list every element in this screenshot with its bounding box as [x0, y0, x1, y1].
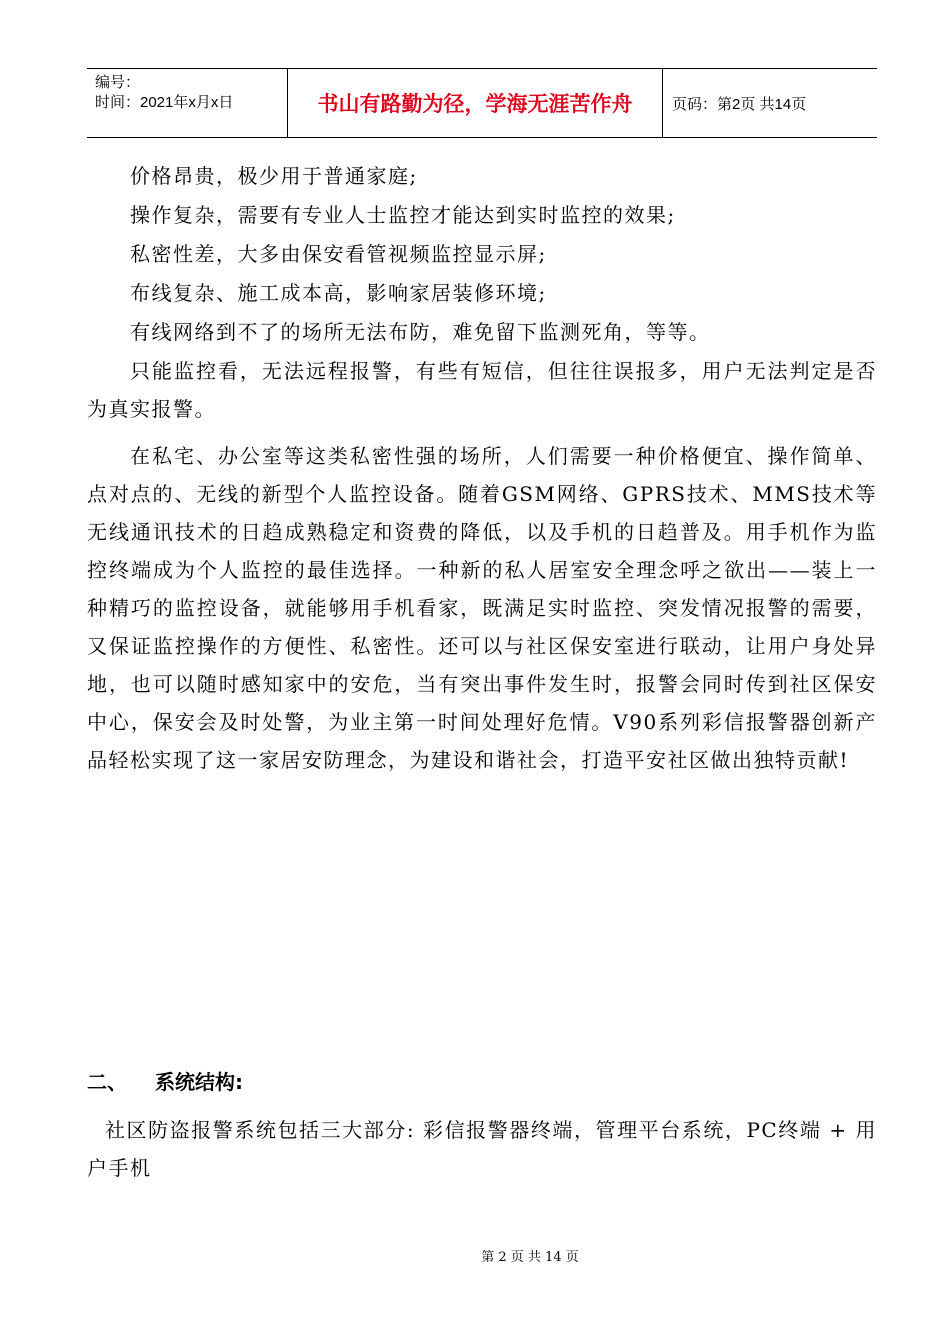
section-number: 二、: [87, 1070, 127, 1094]
list-item: 布线复杂、施工成本高，影响家居装修环境;: [130, 281, 547, 305]
header-page-number: 页码：第2页 共14页: [672, 95, 807, 113]
list-item: 价格昂贵，极少用于普通家庭;: [130, 164, 418, 188]
list-item: 操作复杂，需要有专业人士监控才能达到实时监控的效果;: [130, 203, 676, 227]
section-title: 系统结构:: [155, 1070, 243, 1094]
serial-label: 编号：: [95, 74, 141, 91]
section-heading: [87, 1066, 243, 1095]
header-info: [87, 69, 287, 137]
section-body: [87, 1111, 877, 1187]
page-footer: 第 2 页 共 14 页: [481, 1250, 579, 1265]
paragraph-limitations: 只能监控看，无法远程报警，有些有短信，但往往误报多，用户无法判定是否为真实报警。: [87, 359, 877, 421]
page-header: [87, 68, 877, 138]
header-motto: 书山有路勤为径，学海无涯苦作舟: [287, 69, 663, 137]
paragraph-solution: 在私宅、办公室等这类私密性强的场所，人们需要一种价格便宜、操作简单、点对点的、无线的新型个人监控设备。随着GSM网络、GPRS技术、MMS技术等无线通讯技术的日趋成熟稳定和资费的降低，以及手机的日趋普及。用手机作为监控终端成为个人监控的最佳选择。一种新的私人居室安全理念呼之欲出——装上一种精巧的监控设备，就能够用手机看家，既满足实时监控、突发情况报警的需要，又保证监控操作的方便性、私密性。还可以与社区保安室进行联动，让用户身处异地，也可以随时感知家中的安危，当有突出事件发生时，报警会同时传到社区保安中心，保安会及时处警，为业主第一时间处理好危情。V90系列彩信报警器创新产品轻松实现了这一家居安防理念，为建设和谐社会，打造平安社区做出独特贡献!: [87, 444, 877, 772]
time-label: 时间：2021年x月x日: [95, 94, 234, 111]
main-content: [87, 157, 877, 779]
list-item: 有线网络到不了的场所无法布防，难免留下监测死角，等等。: [130, 320, 711, 344]
list-item: 私密性差，大多由保安看管视频监控显示屏;: [130, 242, 547, 266]
section-text: 社区防盗报警系统包括三大部分: 彩信报警器终端，管理平台系统，PC终端 + 用户手机: [87, 1118, 877, 1180]
